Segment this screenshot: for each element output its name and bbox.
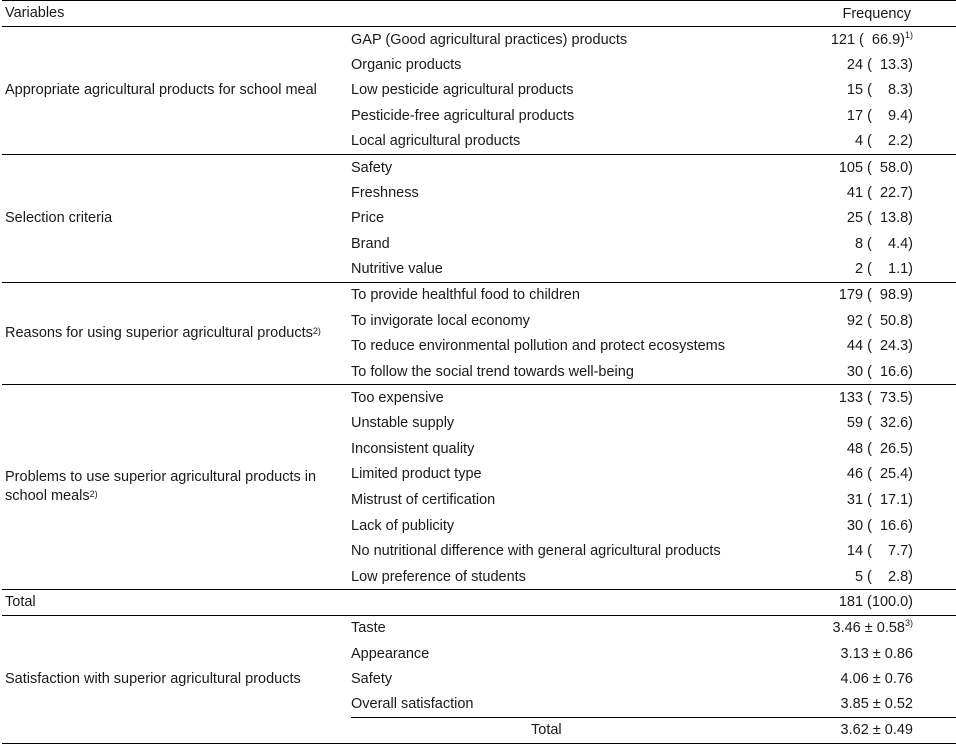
item-label: Organic products <box>351 56 462 73</box>
frequency-value: 25 ( 13.8) <box>846 210 913 227</box>
frequency-cell <box>801 487 956 513</box>
frequency-value: 24 ( 13.3) <box>846 56 913 73</box>
frequency-value: 2 ( 1.1) <box>854 261 913 278</box>
frequency-value: 5 ( 2.8) <box>854 568 913 585</box>
item-label: Unstable supply <box>351 415 455 432</box>
item-label: Pesticide-free agricultural products <box>351 108 575 125</box>
total-value-cell <box>801 590 956 616</box>
group-label <box>2 154 351 282</box>
item-label: Freshness <box>351 184 419 201</box>
footnote-marker: 2) <box>312 326 321 337</box>
group-label <box>2 27 351 155</box>
frequency-cell <box>801 78 956 104</box>
total-value: 181 (100.0) <box>838 594 913 611</box>
item-label: Lack of publicity <box>351 517 455 534</box>
item-label: No nutritional difference with general agricultural products <box>351 543 721 560</box>
frequency-cell <box>801 462 956 488</box>
total-label: Total <box>2 590 351 616</box>
frequency-value: 46 ( 25.4) <box>846 466 913 483</box>
group-label <box>2 615 351 743</box>
frequency-value: 44 ( 24.3) <box>846 338 913 355</box>
header-variables: Variables <box>2 1 351 27</box>
header-frequency: Frequency <box>801 1 956 27</box>
frequency-cell <box>801 27 956 53</box>
satisfaction-total-label: Total <box>351 718 801 744</box>
frequency-cell <box>801 436 956 462</box>
item-label: Limited product type <box>351 466 482 483</box>
total-row <box>2 590 956 616</box>
frequency-value: 4 ( 2.2) <box>854 133 913 150</box>
table-row <box>2 615 956 641</box>
frequency-value: 179 ( 98.9) <box>838 287 913 304</box>
item-label: Too expensive <box>351 385 801 411</box>
group-label-text: Selection criteria <box>5 209 113 226</box>
frequency-cell <box>801 52 956 78</box>
frequency-cell <box>801 564 956 590</box>
frequency-value: 48 ( 26.5) <box>846 440 913 457</box>
frequency-value: 59 ( 32.6) <box>846 415 913 432</box>
frequency-value: 31 ( 17.1) <box>846 491 913 508</box>
table-row <box>2 282 956 308</box>
frequency-value: 17 ( 9.4) <box>846 108 913 125</box>
item-label: Appearance <box>351 645 430 662</box>
group-label-text: Reasons for using superior agricultural products <box>5 325 313 342</box>
footnote-marker: 2) <box>89 489 98 500</box>
group-label-text: Appropriate agricultural products for school meal <box>5 81 317 98</box>
item-label: Local agricultural products <box>351 133 521 150</box>
item-label: Inconsistent quality <box>351 440 475 457</box>
frequency-table <box>2 0 956 744</box>
frequency-value: 8 ( 4.4) <box>854 236 913 253</box>
item-label: To invigorate local economy <box>351 312 530 329</box>
item-label: Price <box>351 210 385 227</box>
frequency-cell <box>801 385 956 411</box>
group-label <box>2 385 351 590</box>
frequency-cell <box>801 154 956 180</box>
frequency-cell <box>801 257 956 283</box>
table-row <box>2 27 956 53</box>
frequency-cell <box>801 666 956 692</box>
group-label-text: Problems to use superior agricultural products in school meals <box>5 469 317 505</box>
frequency-cell <box>801 615 956 641</box>
satisfaction-total-cell <box>801 718 956 744</box>
item-label: Nutritive value <box>351 261 443 278</box>
frequency-cell <box>801 692 956 718</box>
frequency-value: 30 ( 16.6) <box>846 517 913 534</box>
frequency-value: 15 ( 8.3) <box>846 82 913 99</box>
table-body <box>2 27 956 744</box>
footnote-marker: 1) <box>904 29 913 40</box>
frequency-cell <box>801 334 956 360</box>
frequency-value: 133 ( 73.5) <box>838 389 913 406</box>
frequency-cell <box>801 180 956 206</box>
item-label: To provide healthful food to children <box>351 282 801 308</box>
item-label: GAP (Good agricultural practices) products <box>351 31 628 48</box>
table-header-row <box>2 1 956 27</box>
item-label: Safety <box>351 154 801 180</box>
frequency-value: 4.06 ± 0.76 <box>840 671 913 688</box>
item-label: Overall satisfaction <box>351 696 474 713</box>
satisfaction-total-value: 3.62 ± 0.49 <box>840 722 913 739</box>
item-label: Mistrust of certification <box>351 491 496 508</box>
frequency-cell <box>801 538 956 564</box>
frequency-value: 3.13 ± 0.86 <box>840 645 913 662</box>
item-label: Low preference of students <box>351 568 526 585</box>
frequency-value: 121 ( 66.9) <box>830 31 905 48</box>
frequency-cell <box>801 129 956 155</box>
frequency-value: 3.85 ± 0.52 <box>840 696 913 713</box>
frequency-cell <box>801 410 956 436</box>
item-label: Low pesticide agricultural products <box>351 82 574 99</box>
frequency-cell <box>801 513 956 539</box>
item-label: To follow the social trend towards well-being <box>351 363 634 380</box>
frequency-value: 41 ( 22.7) <box>846 184 913 201</box>
frequency-cell <box>801 282 956 308</box>
item-label: Brand <box>351 236 390 253</box>
group-label <box>2 282 351 384</box>
table-row <box>2 154 956 180</box>
frequency-value: 105 ( 58.0) <box>838 159 913 176</box>
frequency-cell <box>801 359 956 385</box>
frequency-value: 14 ( 7.7) <box>846 543 913 560</box>
frequency-value: 30 ( 16.6) <box>846 363 913 380</box>
frequency-cell <box>801 103 956 129</box>
item-label: Taste <box>351 615 801 641</box>
frequency-cell <box>801 308 956 334</box>
footnote-marker: 3) <box>904 618 913 629</box>
table-row <box>2 385 956 411</box>
frequency-cell <box>801 231 956 257</box>
frequency-value: 3.46 ± 0.58 <box>832 620 905 637</box>
frequency-cell <box>801 206 956 232</box>
frequency-cell <box>801 641 956 667</box>
item-label: Safety <box>351 671 393 688</box>
frequency-value: 92 ( 50.8) <box>846 312 913 329</box>
item-label: To reduce environmental pollution and protect ecosystems <box>351 338 725 355</box>
group-label-text: Satisfaction with superior agricultural products <box>5 670 301 687</box>
